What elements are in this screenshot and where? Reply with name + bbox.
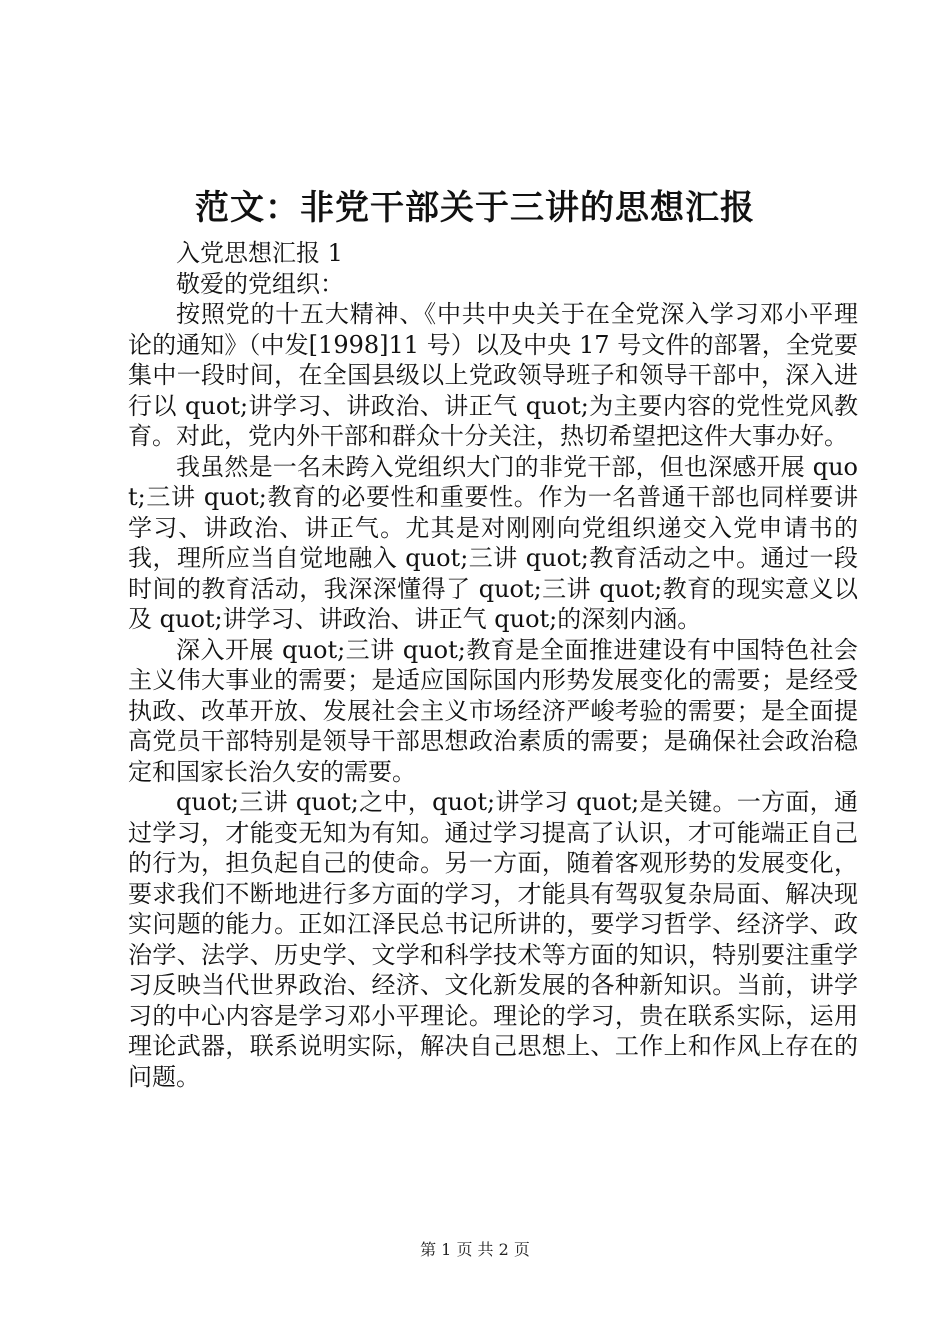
paragraph: 我虽然是一名未跨入党组织大门的非党干部，但也深感开展 quot;三讲 quot;教育的必要性和重要性。作为一名普通干部也同样要讲学习、讲政治、讲正气。尤其是对刚刚向党组织递交入党申请书的我，理所应当自觉地融入 quot;三讲 quot;教育活动之中。通过一段时间的教育活动，我深深懂得了 quot;三讲 quot;教育的现实意义以及 quot;讲学习、讲政治、讲正气 quot;的深刻内涵。 [128, 452, 858, 633]
page-footer: 第 1 页 共 2 页 [420, 1240, 530, 1259]
document-title: 范文：非党干部关于三讲的思想汇报 [195, 188, 755, 228]
paragraph: 按照党的十五大精神、《中共中央关于在全党深入学习邓小平理论的通知》（中发[1998]11 号）以及中央 17 号文件的部署，全党要集中一段时间，在全国县级以上党政领导班子和领导干部中，深入进行以 quot;讲学习、讲政治、讲正气 quot;为主要内容的党性党风教育。对此，党内外干部和群众十分关注，热切希望把这件大事办好。 [128, 300, 858, 450]
paragraph-salutation: 敬爱的党组织： [176, 269, 344, 298]
paragraph: quot;三讲 quot;之中，quot;讲学习 quot;是关键。一方面，通过学习，才能变无知为有知。通过学习提高了认识，才可能端正自己的行为，担负起自己的使命。另一方面，随着客观形势的发展变化，要求我们不断地进行多方面的学习，才能具有驾驭复杂局面、解决现实问题的能力。正如江泽民总书记所讲的，要学习哲学、经济学、政治学、法学、历史学、文学和科学技术等方面的知识，特别要注重学习反映当代世界政治、经济、文化新发展的各种新知识。当前，讲学习的中心内容是学习邓小平理论。理论的学习，贵在联系实际，运用理论武器，联系说明实际，解决自己思想上、工作上和作风上存在的问题。 [128, 788, 858, 1091]
document-body [128, 238, 858, 1092]
paragraph: 深入开展 quot;三讲 quot;教育是全面推进建设有中国特色社会主义伟大事业的需要；是适应国际国内形势发展变化的需要；是经受执政、改革开放、发展社会主义市场经济严峻考验的需要；是全面提高党员干部特别是领导干部思想政治素质的需要；是确保社会政治稳定和国家长治久安的需要。 [128, 635, 858, 786]
paragraph-heading: 入党思想汇报 1 [176, 239, 343, 267]
